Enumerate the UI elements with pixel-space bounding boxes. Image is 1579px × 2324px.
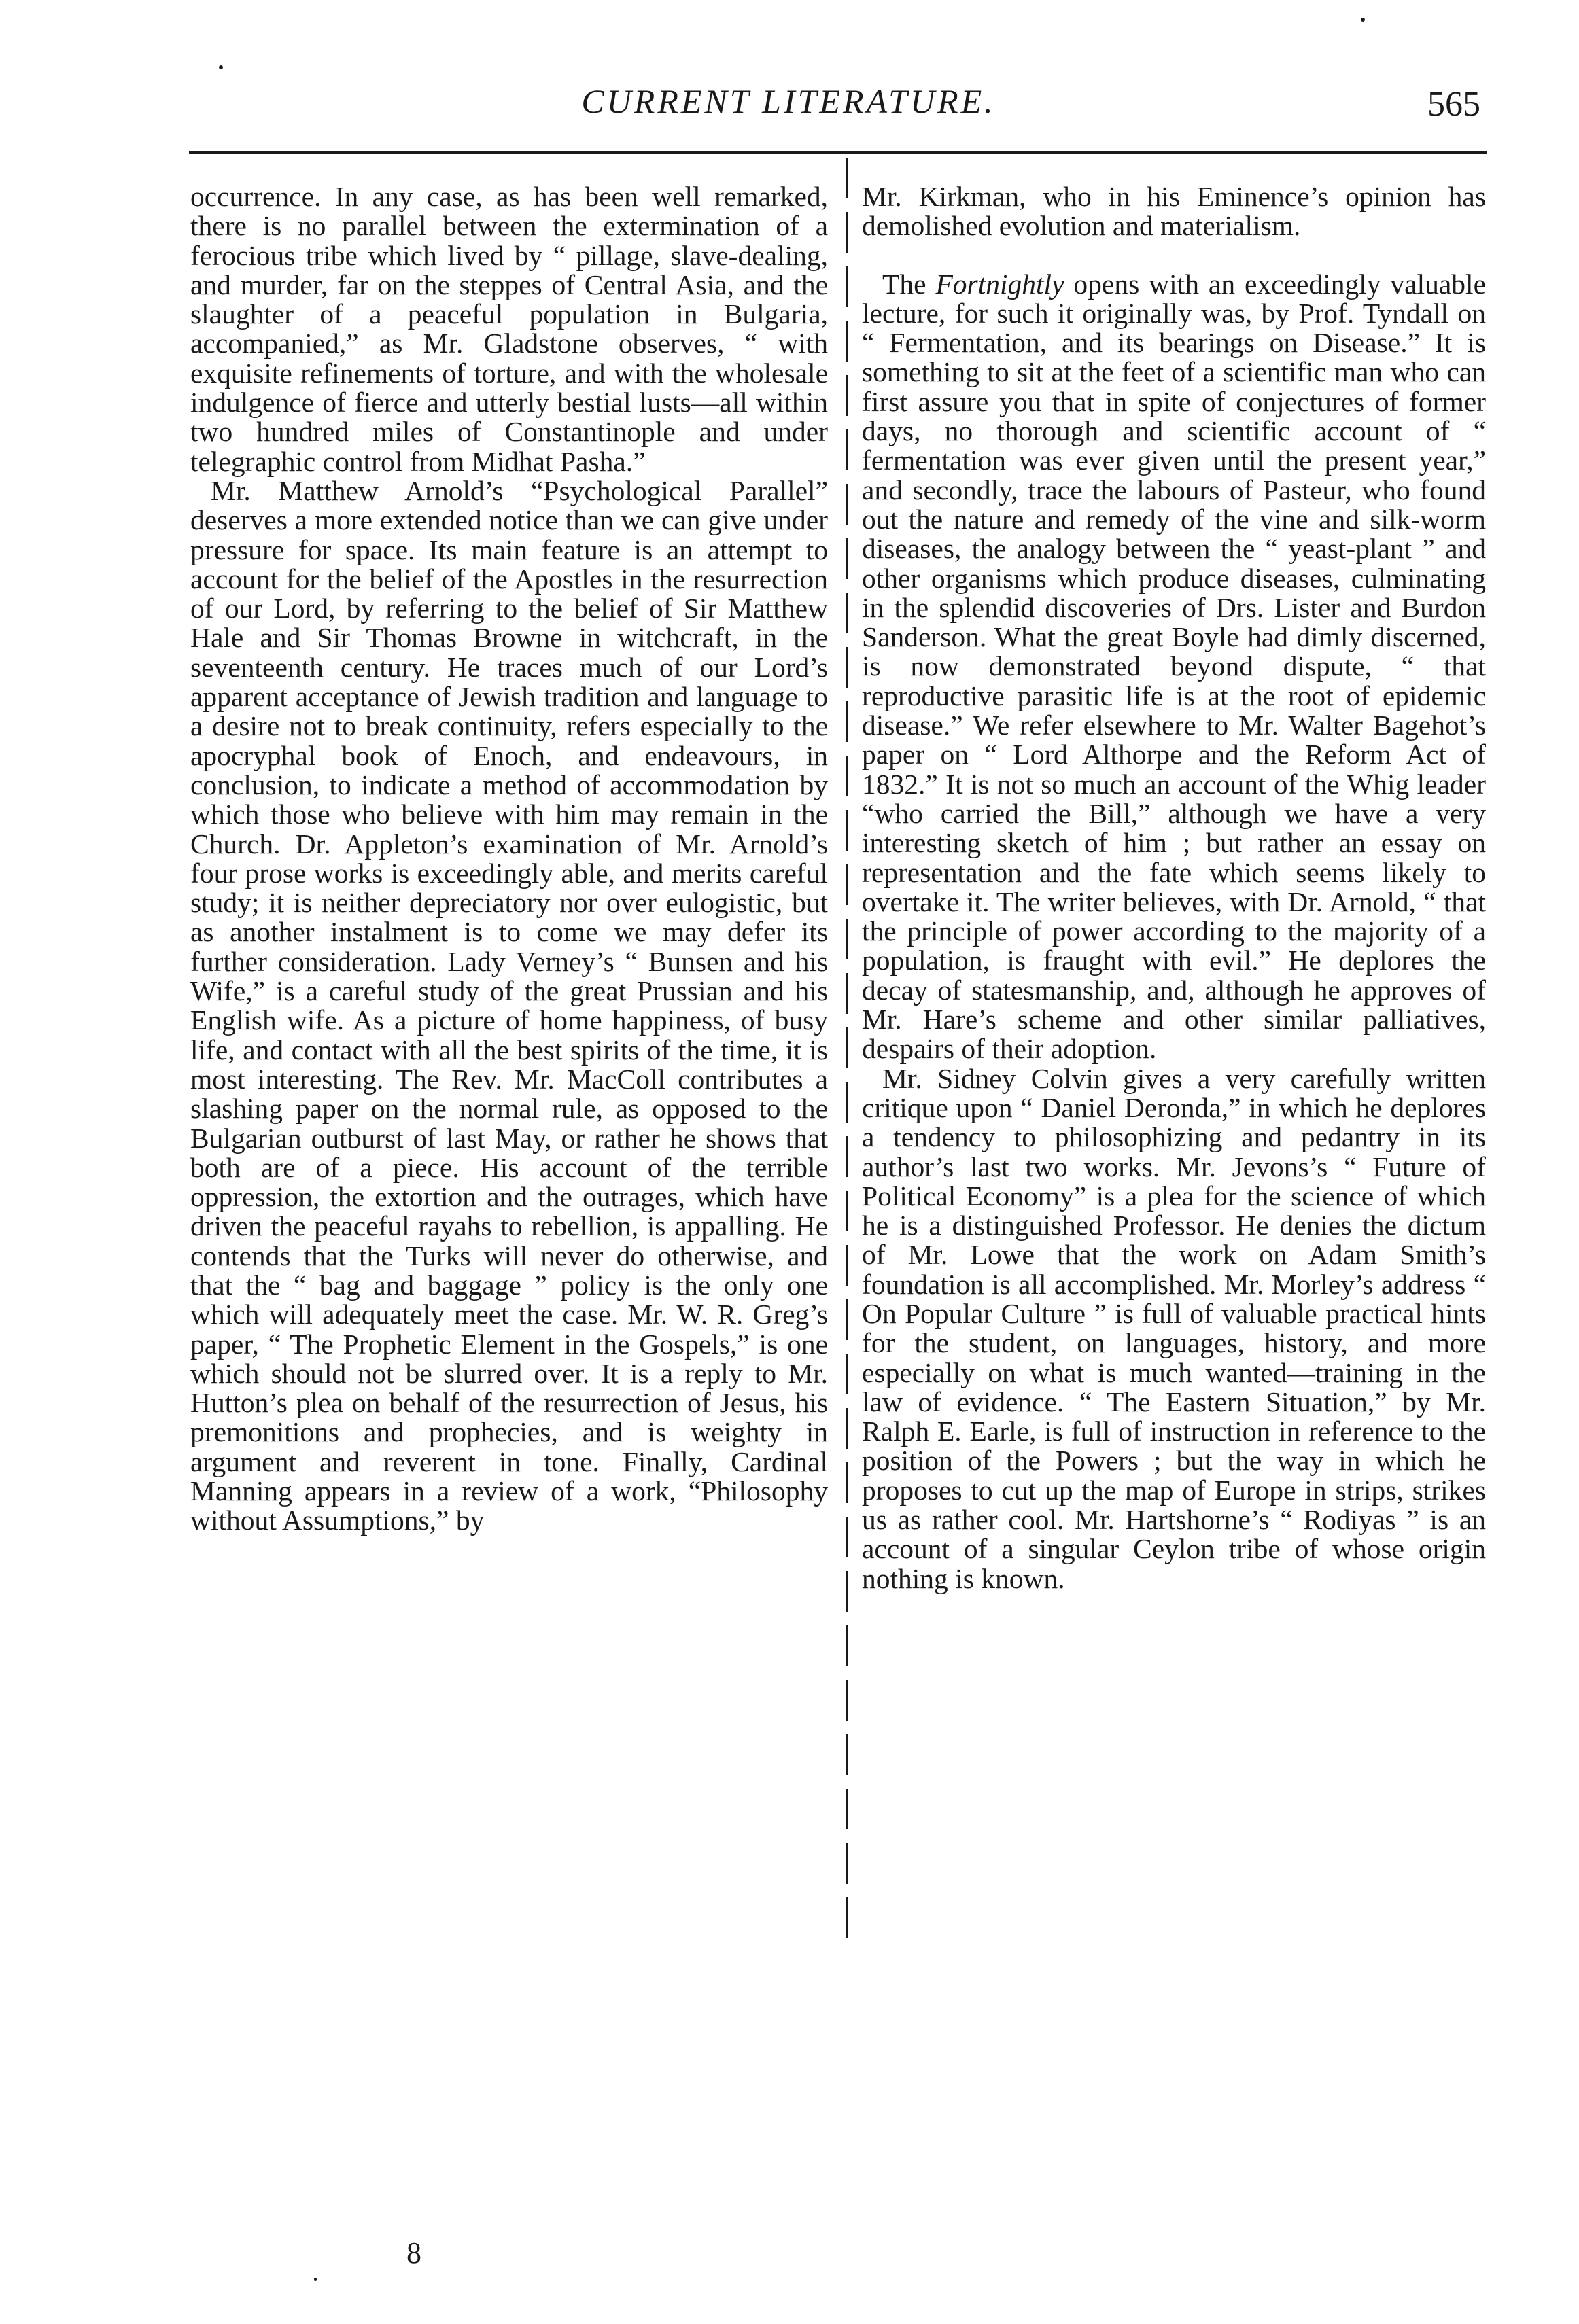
paragraph: Mr. Sidney Colvin gives a very carefully written critique upon “ Daniel Deronda,” in which he deplores a tendency to philosophizing and pedantry in its author’s last two works. Mr. Jevons’s “ Future of Political Economy” is a plea for the science of which he is a distinguished Professor. He denies the dictum of Mr. Lowe that the work on Adam Smith’s foundation is all accomplished. Mr. Morley’s address “ On Popular Culture ” is full of valuable practical hints for the student, on languages, history, and more especially on what is much wanted—training in the law of evidence. “ The Eastern Situation,” by Mr. Ralph E. Earle, is full of instruction in reference to the position of the Powers ; but the way in which he proposes to cut up the map of Europe in strips, strikes us as rather cool. Mr. Hartshorne’s “ Rodiyas ” is an account of a singular Ceylon tribe of whose origin nothing is known.	[862, 1062, 1486, 1594]
signature-mark: 8	[406, 2236, 421, 2270]
right-column	[862, 182, 1486, 1594]
header-rule	[189, 151, 1487, 154]
journal-title: Fortnightly	[935, 268, 1064, 300]
page-number: 565	[1427, 85, 1480, 124]
print-speck	[314, 2278, 317, 2281]
paragraph: Mr. Kirkman, who in his Eminence’s opinion has demolished evolution and materialism.	[862, 181, 1486, 242]
paragraph: Mr. Matthew Arnold’s “Psychological Parallel” deserves a more extended notice than we can give under pressure for space. Its main feature is an attempt to account for the belief of the Apostles in the resurrection of our Lord, by referring to the belief of Sir Matthew Hale and Sir Thomas Browne in witchcraft, in the seventeenth century. He traces much of our Lord’s apparent acceptance of Jewish tradition and language to a desire not to break continuity, refers especially to the apocryphal book of Enoch, and endeavours, in conclusion, to indicate a method of accommodation by which those who believe with him may remain in the Church. Dr. Appleton’s examination of Mr. Arnold’s four prose works is exceedingly able, and merits careful study; it is neither depreciatory nor over eulogistic, but as another instalment is to come we may defer its further consideration. Lady Verney’s “ Bunsen and his Wife,” is a careful study of the great Prussian and his English wife. As a picture of home happiness, of busy life, and contact with all the best spirits of the time, it is most interesting. The Rev. Mr. MacColl contributes a slashing paper on the normal rule, as opposed to the Bulgarian outburst of last May, or rather he shows that both are of a piece. His account of the terrible oppression, the extortion and the outrages, which have driven the peaceful rayahs to rebellion, is appalling. He contends that the Turks will never do otherwise, and that the “ bag and baggage ” policy is the only one which will adequately meet the case. Mr. W. R. Greg’s paper, “ The Prophetic Element in the Gospels,” is one which should not be slurred over. It is a reply to Mr. Hutton’s plea on behalf of the resurrection of Jesus, his premonitions and prophecies, and is weighty in argument and reverent in tone. Finally, Cardinal Manning appears in a review of a work, “Philosophy without Assumptions,” by	[190, 474, 828, 1536]
paragraph-text: The	[882, 268, 936, 300]
running-title: CURRENT LITERATURE.	[581, 82, 996, 120]
column-divider	[846, 158, 848, 1952]
left-column	[190, 182, 828, 1536]
print-speck	[219, 65, 223, 69]
paragraph	[862, 270, 1486, 1064]
paragraph-text: opens with an exceedingly valuable lecture, for such it originally was, by Prof. Tyndall on “ Fermentation, and its bearings on Disease.” It is something to sit at the feet of a scientific man who can first assure you that in spite of conjectures of former days, no thorough and scientific account of “ fermentation was ever given until the present year,” and secondly, trace the labours of Pasteur, who found out the nature and remedy of the vine and silk-worm diseases, the analogy between the “ yeast-plant ” and other organisms which produce diseases, culminating in the splendid discoveries of Drs. Lister and Burdon Sanderson. What the great Boyle had dimly discerned, is now demonstrated beyond dispute, “ that reproductive parasitic life is at the root of epidemic disease.” We refer elsewhere to Mr. Walter Bagehot’s paper on “ Lord Althorpe and the Reform Act of 1832.” It is not so much an account of the Whig leader “who carried the Bill,” although we have a very interesting sketch of him ; but rather an essay on representation and the fate which seems likely to overtake it. The writer believes, with Dr. Arnold, “ that the principle of power according to the majority of a population, is fraught with evil.” He deplores the decay of statesmanship, and, although he approves of Mr. Hare’s scheme and other similar palliatives, despairs of their adoption.	[862, 268, 1486, 1065]
print-speck	[1361, 18, 1365, 22]
paragraph: occurrence. In any case, as has been well remarked, there is no parallel between the extermination of a ferocious tribe which lived by “ pillage, slave-dealing, and murder, far on the steppes of Central Asia, and the slaughter of a peaceful population in Bulgaria, accompanied,” as Mr. Gladstone observes, “ with exquisite refinements of torture, and with the wholesale indulgence of fierce and utterly bestial lusts—all within two hundred miles of Constantinople and under telegraphic control from Midhat Pasha.”	[190, 181, 828, 477]
